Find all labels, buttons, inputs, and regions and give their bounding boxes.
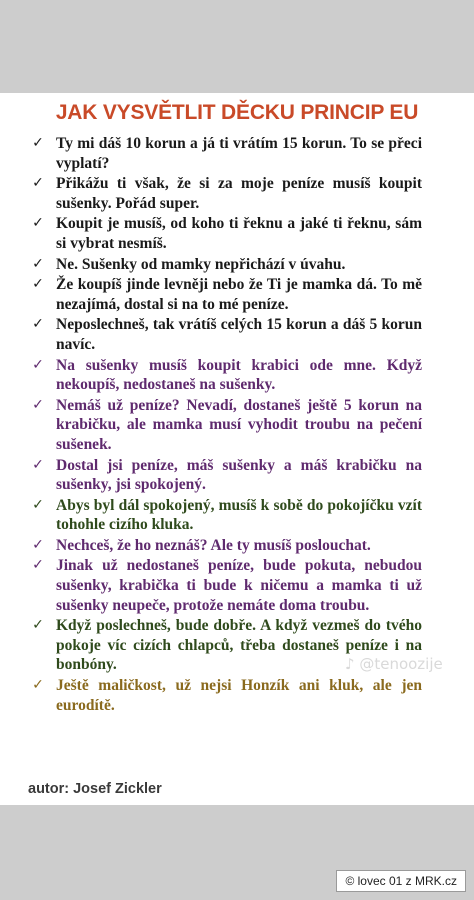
list-item <box>0 456 474 495</box>
list-item <box>0 556 474 615</box>
check-icon: ✓ <box>32 255 44 272</box>
list-item-text: Že koupíš jinde levněji nebo že Ti je mamka dá. To mě nezajímá, dostal si na to mé peníze. <box>56 276 422 313</box>
list-item-text: Abys byl dál spokojený, musíš k sobě do pokojíčku vzít tohohle cizího kluka. <box>56 496 422 534</box>
list-item <box>0 134 474 173</box>
watermark: ♪ @tenoozije <box>345 655 443 673</box>
check-icon: ✓ <box>32 456 44 473</box>
list-item-text: Dostal jsi peníze, máš sušenky a máš krabičku na sušenky, jsi spokojený. <box>56 456 422 494</box>
list-item-text: Nemáš už peníze? Nevadí, dostaneš ještě 5 korun na krabičku, ale mamka musí vyhodit troubu na pečení sušenek. <box>56 396 422 453</box>
list-item-text: Když poslechneš, bude dobře. A když vezmeš do tvého pokoje víc cizích chlapců, třeba dostaneš peníze i na bonbóny. <box>56 617 422 674</box>
check-icon: ✓ <box>32 496 44 513</box>
list-item-text: Na sušenky musíš koupit krabici ode mne. Když nekoupíš, nedostaneš na sušenky. <box>56 356 422 394</box>
list-item <box>0 396 474 455</box>
text-card <box>0 93 474 805</box>
list-item-text: Jinak už nedostaneš peníze, bude pokuta, nebudou sušenky, krabička ti bude k ničemu a mamka ti už sušenky neupeče, protože nemáte doma troubu. <box>56 557 422 614</box>
check-icon: ✓ <box>32 617 44 634</box>
list-item <box>0 174 474 213</box>
list-item-text: Ne. Sušenky od mamky nepřichází v úvahu. <box>56 255 346 273</box>
list-item <box>0 676 474 715</box>
list-item-text: Ty mi dáš 10 korun a já ti vrátím 15 korun. To se přeci vyplatí? <box>56 135 422 172</box>
list-item-text: Ještě maličkost, už nejsi Honzík ani kluk, ale jen eurodítě. <box>56 677 422 714</box>
check-icon: ✓ <box>32 396 44 413</box>
list-item <box>0 214 474 253</box>
list-item-text: Přikážu ti však, že si za moje peníze musíš koupit sušenky. Pořád super. <box>56 175 422 212</box>
top-background-band <box>0 0 474 93</box>
list-item-text: Nechceš, že ho neznáš? Ale ty musíš poslouchat. <box>56 536 371 554</box>
list-item-text: Neposlechneš, tak vrátíš celých 15 korun a dáš 5 korun navíc. <box>56 316 422 353</box>
check-icon: ✓ <box>32 677 44 694</box>
check-icon: ✓ <box>32 356 44 373</box>
list-item <box>0 536 474 556</box>
rules-list <box>0 134 474 716</box>
list-item <box>0 315 474 354</box>
check-icon: ✓ <box>32 276 44 293</box>
check-icon: ✓ <box>32 135 44 151</box>
list-item-text: Koupit je musíš, od koho ti řeknu a jaké ti řeknu, sám si vybrat nesmíš. <box>56 215 422 252</box>
list-item <box>0 496 474 535</box>
list-item <box>0 255 474 275</box>
document-title: JAK VYSVĚTLIT DĚCKU PRINCIP EU <box>55 101 419 124</box>
list-item <box>0 275 474 314</box>
author-line: autor: Josef Zickler <box>28 781 162 797</box>
credit-badge: © lovec 01 z MRK.cz <box>336 870 466 892</box>
check-icon: ✓ <box>32 536 44 553</box>
check-icon: ✓ <box>32 557 44 574</box>
check-icon: ✓ <box>32 175 44 192</box>
check-icon: ✓ <box>32 316 44 333</box>
list-item <box>0 356 474 395</box>
check-icon: ✓ <box>32 215 44 232</box>
